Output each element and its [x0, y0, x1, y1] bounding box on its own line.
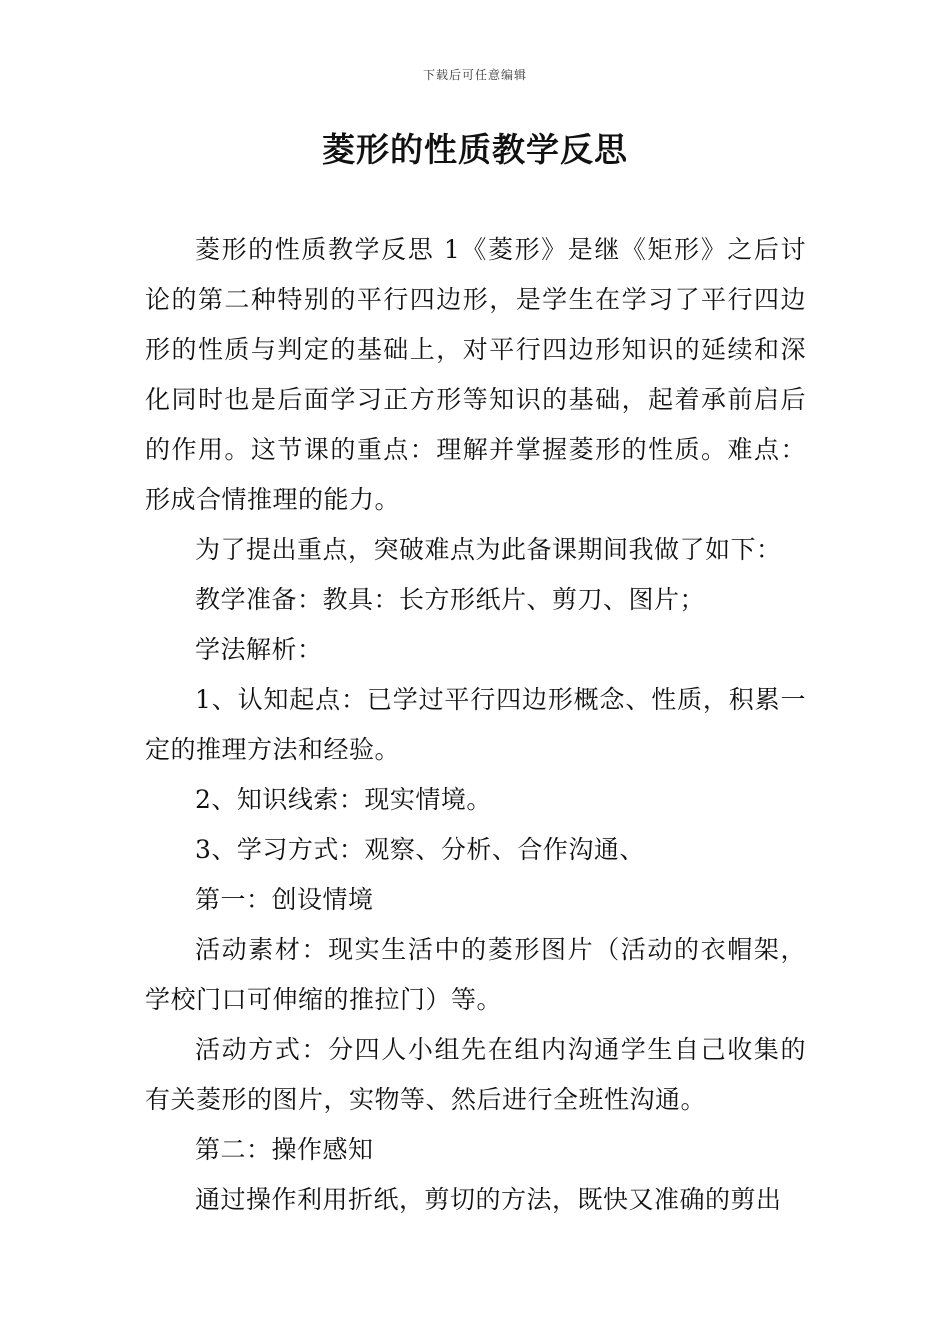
paragraph: 活动素材：现实生活中的菱形图片（活动的衣帽架，学校门口可伸缩的推拉门）等。 — [145, 935, 806, 1014]
paragraph: 学法解析： — [195, 635, 323, 664]
document-title: 菱形的性质教学反思 — [322, 130, 628, 169]
paragraph: 第一：创设情境 — [195, 885, 374, 914]
paragraph: 通过操作利用折纸，剪切的方法，既快又准确的剪出 — [195, 1185, 782, 1214]
paragraph: 3、学习方式：观察、分析、合作沟通、 — [195, 835, 645, 864]
paragraph: 1、认知起点：已学过平行四边形概念、性质，积累一定的推理方法和经验。 — [145, 685, 806, 764]
paragraph: 菱形的性质教学反思 1《菱形》是继《矩形》之后讨论的第二种特别的平行四边形，是学生在学习了平行四边形的性质与判定的基础上，对平行四边形知识的延续和深化同时也是后面学习正方形等知识的基础，起着承前启后的作用。这节课的重点：理解并掌握菱形的性质。难点：形成合情推理的能力。 — [145, 235, 806, 514]
header-note: 下载后可任意编辑 — [422, 68, 527, 82]
paragraph: 第二：操作感知 — [195, 1135, 374, 1164]
paragraph: 教学准备：教具：长方形纸片、剪刀、图片； — [195, 585, 706, 614]
paragraph: 活动方式：分四人小组先在组内沟通学生自己收集的有关菱形的图片，实物等、然后进行全班性沟通。 — [145, 1035, 806, 1114]
paragraph: 为了提出重点，突破难点为此备课期间我做了如下： — [195, 535, 782, 564]
paragraph: 2、知识线索：现实情境。 — [195, 785, 492, 814]
document-body — [145, 225, 806, 1225]
